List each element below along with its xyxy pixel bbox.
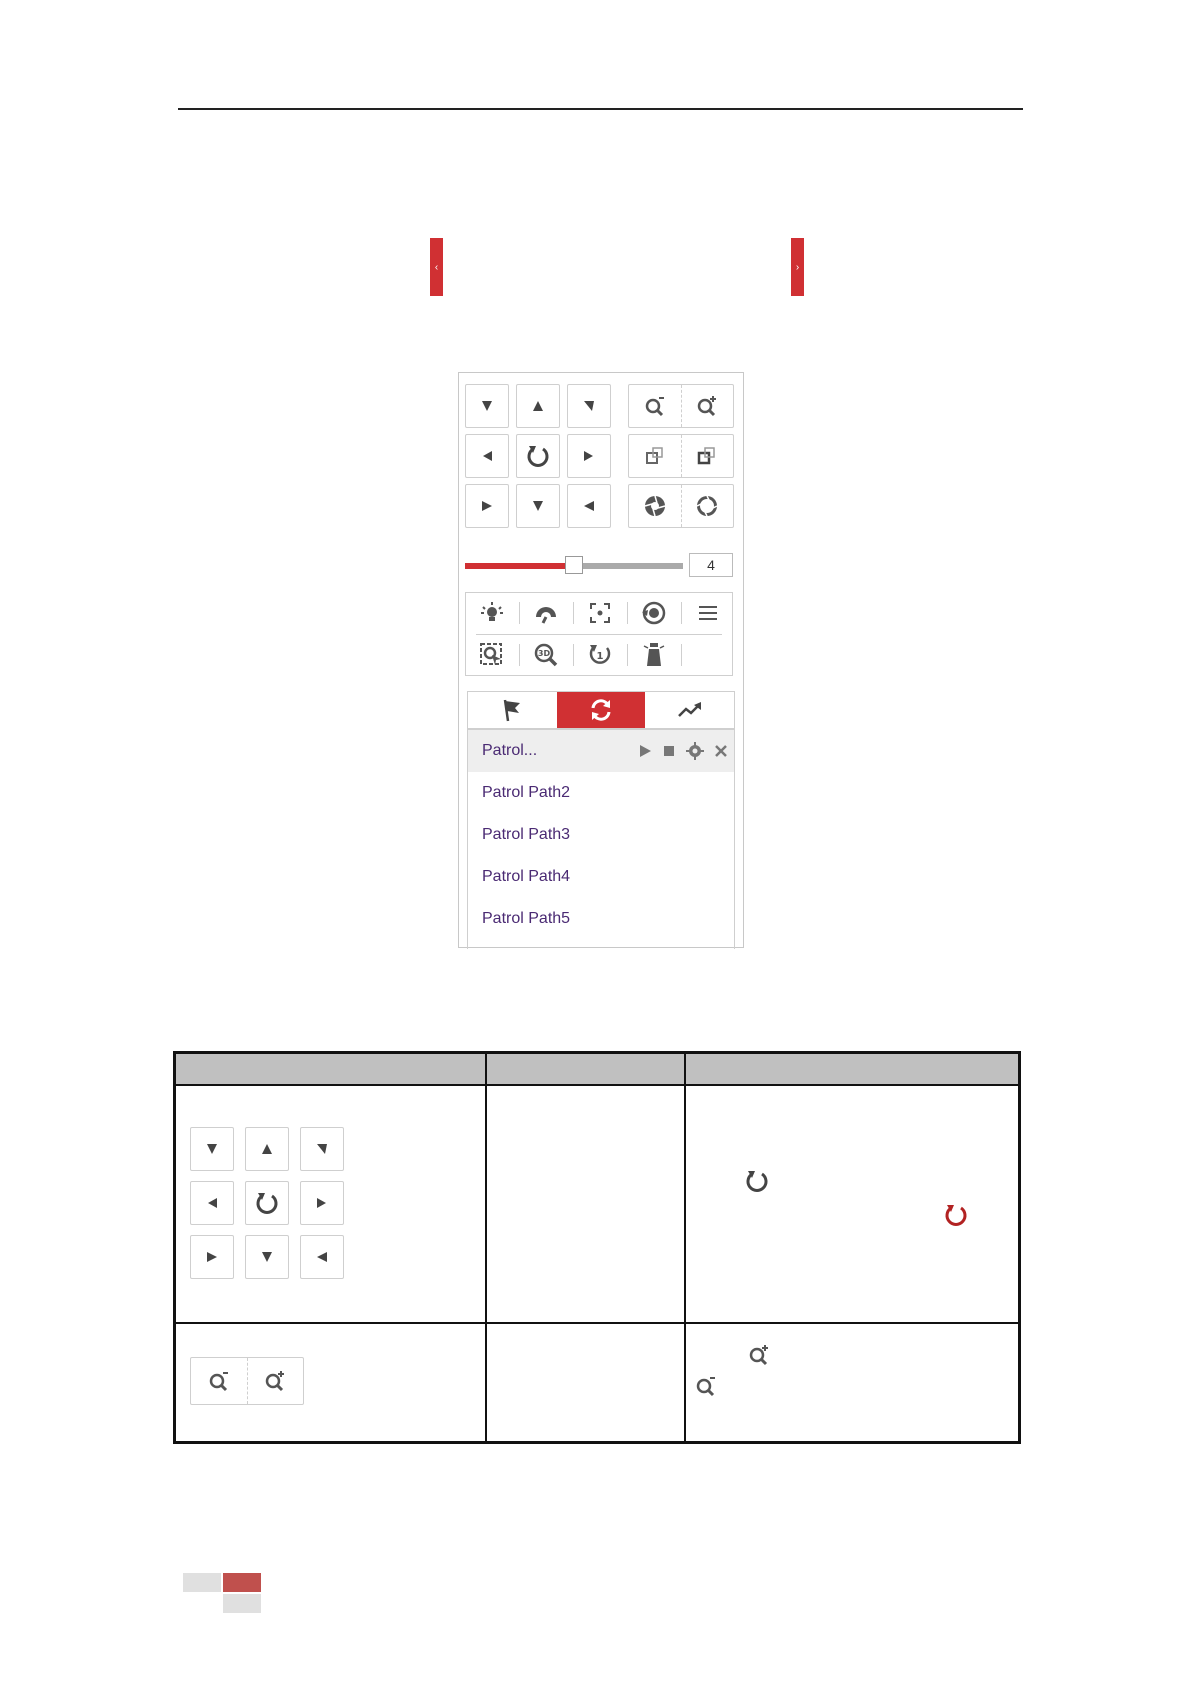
zoom-out-button — [191, 1358, 247, 1404]
tab-preset[interactable] — [468, 692, 557, 728]
focus-near-icon — [644, 445, 666, 467]
one-touch-patrol-icon — [587, 642, 613, 668]
park-icon — [643, 642, 665, 668]
3d-zoom-button[interactable] — [520, 635, 572, 675]
zoom-control — [628, 384, 734, 428]
arrow-up-icon — [260, 1142, 274, 1156]
column-divider — [684, 1054, 686, 1441]
flag-icon — [500, 698, 524, 722]
ptz-function-toolbar — [465, 592, 733, 676]
zoom-in-icon — [747, 1343, 771, 1367]
arrow-right-icon — [315, 1196, 329, 1210]
menu-icon — [698, 604, 718, 622]
ptz-up-right-button — [300, 1127, 344, 1171]
gear-icon[interactable] — [686, 742, 704, 760]
iris-control — [628, 484, 734, 528]
collapse-left-handle[interactable] — [430, 238, 443, 296]
light-icon — [480, 601, 504, 625]
list-item[interactable] — [468, 730, 734, 772]
ptz-down-button — [245, 1235, 289, 1279]
arrow-up-icon — [531, 399, 545, 413]
list-item[interactable]: Patrol Path5 — [482, 910, 571, 927]
collapse-right-handle[interactable] — [791, 238, 804, 296]
ptz-down-right-button[interactable] — [567, 484, 611, 528]
table-header — [176, 1054, 1018, 1086]
column-divider — [485, 1054, 487, 1441]
park-button[interactable] — [628, 635, 680, 675]
wiper-button[interactable] — [520, 593, 572, 633]
iris-open-button[interactable] — [629, 485, 681, 527]
zoom-in-icon — [264, 1370, 286, 1392]
list-item[interactable]: Patrol Path2 — [482, 784, 571, 801]
ptz-up-left-button — [190, 1127, 234, 1171]
patrol-refresh-icon — [588, 697, 614, 723]
iris-open-icon — [643, 494, 667, 518]
zoom-in-icon — [696, 395, 718, 417]
speed-value: 4 — [689, 553, 733, 577]
ptz-right-button[interactable] — [567, 434, 611, 478]
zoom-out-icon — [694, 1374, 718, 1398]
close-icon[interactable] — [714, 744, 728, 758]
footer-logo-block — [223, 1573, 261, 1592]
arrow-down-icon — [531, 499, 545, 513]
auto-scan-icon — [525, 443, 551, 469]
patrol-actions — [638, 730, 728, 772]
ptz-description-table — [173, 1051, 1021, 1444]
arrow-up-right-icon — [315, 1142, 329, 1156]
ptz-up-right-button[interactable] — [567, 384, 611, 428]
zoom-in-button — [248, 1358, 304, 1404]
chevron-left-icon: ‹ — [434, 261, 439, 273]
arrow-left-icon — [480, 449, 494, 463]
arrow-down-right-icon — [315, 1250, 329, 1264]
manual-track-button[interactable] — [466, 635, 518, 675]
row-divider — [176, 1322, 1018, 1324]
manual-focus-button[interactable] — [574, 593, 626, 633]
zoom-out-button[interactable] — [629, 385, 681, 427]
chevron-right-icon: › — [795, 261, 800, 273]
arrow-up-left-icon — [480, 399, 494, 413]
arrow-right-icon — [582, 449, 596, 463]
menu-button[interactable] — [682, 593, 734, 633]
lens-init-icon — [641, 600, 667, 626]
svg-text:1: 1 — [596, 651, 604, 662]
arrow-down-right-icon — [582, 499, 596, 513]
footer-logo-block — [183, 1573, 221, 1592]
patrol-list — [467, 729, 735, 949]
one-touch-patrol-button[interactable] — [574, 635, 626, 675]
arrow-down-left-icon — [480, 499, 494, 513]
ptz-right-button — [300, 1181, 344, 1225]
auto-scan-icon — [254, 1190, 280, 1216]
auto-scan-active-icon — [943, 1202, 969, 1228]
svg-text:3D: 3D — [537, 649, 551, 658]
iris-close-icon — [695, 494, 719, 518]
wiper-icon — [534, 601, 558, 625]
focus-near-button[interactable] — [629, 435, 681, 477]
preset-patrol-pattern-tabs — [467, 691, 735, 729]
arrow-up-right-icon — [582, 399, 596, 413]
zoom-in-button[interactable] — [682, 385, 734, 427]
arrow-up-left-icon — [205, 1142, 219, 1156]
patrol-label: Patrol... — [482, 742, 538, 759]
ptz-down-left-button[interactable] — [465, 484, 509, 528]
speed-slider-fill — [465, 563, 574, 569]
tab-patrol[interactable] — [557, 692, 646, 728]
zoom-out-icon — [208, 1370, 230, 1392]
zoom-out-icon — [644, 395, 666, 417]
auto-scan-icon — [744, 1168, 770, 1194]
ptz-up-left-button[interactable] — [465, 384, 509, 428]
ptz-down-button[interactable] — [516, 484, 560, 528]
play-icon[interactable] — [638, 744, 652, 758]
ptz-left-button[interactable] — [465, 434, 509, 478]
focus-control — [628, 434, 734, 478]
arrow-down-icon — [260, 1250, 274, 1264]
footer-logo-block — [223, 1594, 261, 1613]
zoom-control — [190, 1357, 304, 1405]
lens-init-button[interactable] — [628, 593, 680, 633]
ptz-control-panel — [458, 372, 744, 948]
ptz-up-button[interactable] — [516, 384, 560, 428]
ptz-down-left-button — [190, 1235, 234, 1279]
manual-track-icon — [479, 642, 505, 668]
ptz-left-button — [190, 1181, 234, 1225]
header-rule — [178, 108, 1023, 110]
divider — [681, 644, 682, 666]
tab-pattern[interactable] — [645, 692, 734, 728]
ptz-auto-scan-button — [245, 1181, 289, 1225]
speed-slider-thumb[interactable] — [565, 556, 583, 574]
light-button[interactable] — [466, 593, 518, 633]
arrow-down-left-icon — [205, 1250, 219, 1264]
list-item[interactable]: Patrol Path4 — [482, 868, 571, 885]
ptz-down-right-button — [300, 1235, 344, 1279]
iris-close-button[interactable] — [682, 485, 734, 527]
focus-far-button[interactable] — [682, 435, 734, 477]
manual-focus-icon — [588, 601, 612, 625]
ptz-up-button — [245, 1127, 289, 1171]
3d-zoom-icon — [533, 642, 559, 668]
pattern-trend-icon — [677, 700, 703, 720]
ptz-auto-scan-button[interactable] — [516, 434, 560, 478]
focus-far-icon — [696, 445, 718, 467]
stop-icon[interactable] — [662, 744, 676, 758]
list-item[interactable]: Patrol Path3 — [482, 826, 571, 843]
arrow-left-icon — [205, 1196, 219, 1210]
